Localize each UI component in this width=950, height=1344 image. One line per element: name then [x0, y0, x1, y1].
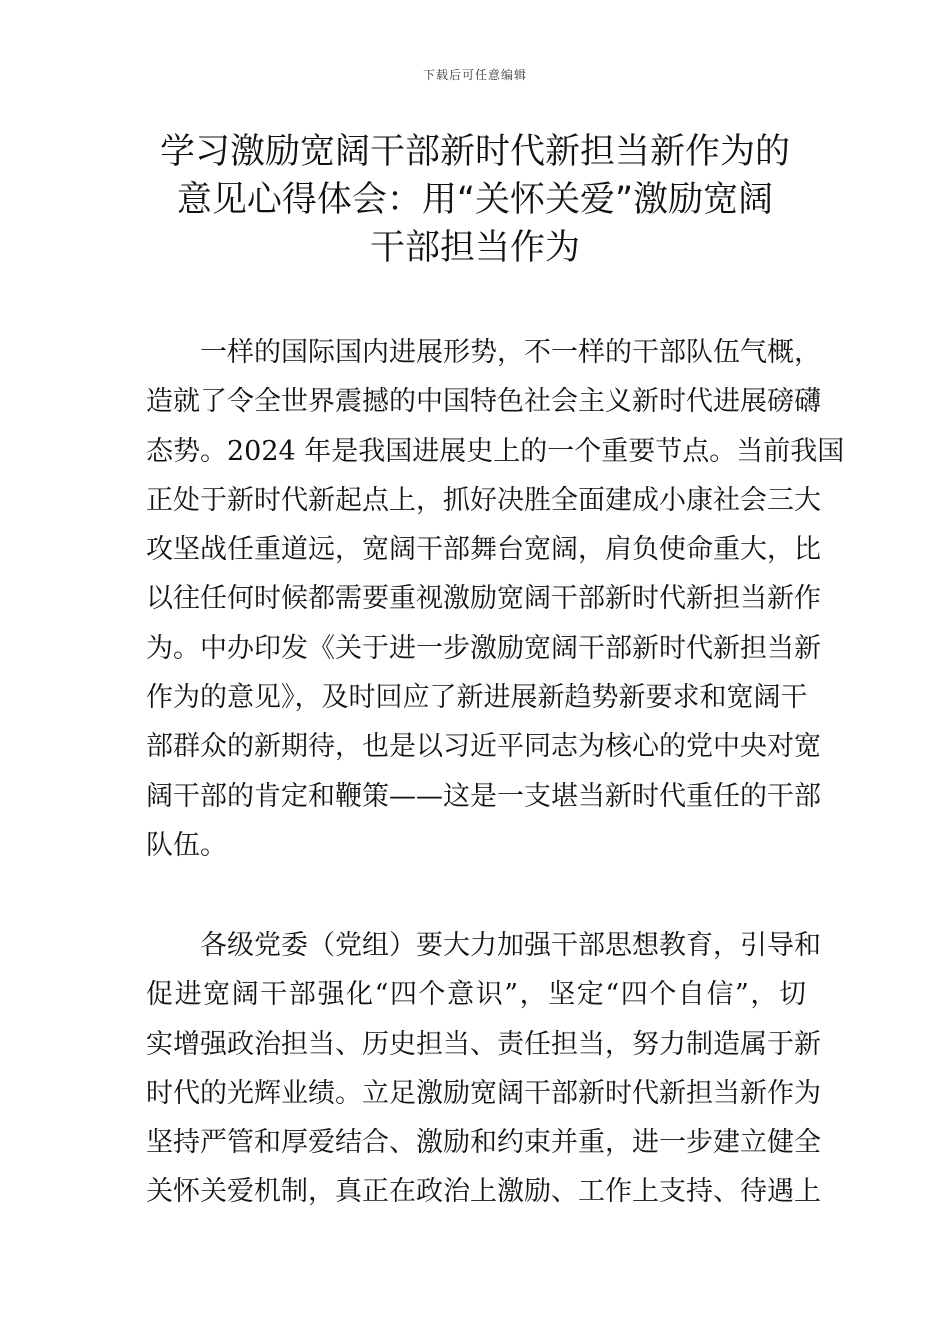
document-title [150, 128, 800, 272]
paragraph-line: 部群众的新期待，也是以习近平同志为核心的党中央对宽 [146, 731, 821, 763]
paragraph-line: 攻坚战任重道远，宽阔干部舞台宽阔，肩负使命重大，比 [146, 534, 821, 566]
paragraph-line: 作为的意见》，及时回应了新进展新趋势新要求和宽阔干 [146, 682, 808, 714]
title-line: 意见心得体会：用“关怀关爱”激励宽阔 [176, 180, 774, 220]
title-line: 学习激励宽阔干部新时代新担当新作为的 [159, 132, 790, 172]
paragraph-line: 实增强政治担当、历史担当、责任担当，努力制造属于新 [146, 1028, 821, 1060]
paragraph-2 [146, 921, 821, 1217]
title-line: 干部担当作为 [369, 228, 580, 268]
paragraph-line: 时代的光辉业绩。立足激励宽阔干部新时代新担当新作为 [146, 1077, 821, 1109]
header-note: 下载后可任意编辑 [422, 68, 527, 82]
paragraph-1 [146, 328, 845, 870]
paragraph-line: 各级党委（党组）要大力加强干部思想教育，引导和 [200, 930, 821, 961]
paragraph-line: 态势。2024 年是我国进展史上的一个重要节点。当前我国 [146, 435, 845, 467]
paragraph-line: 正处于新时代新起点上，抓好决胜全面建成小康社会三大 [146, 484, 821, 516]
paragraph-line: 阔干部的肯定和鞭策——这是一支堪当新时代重任的干部 [146, 780, 821, 812]
paragraph-line: 关怀关爱机制，真正在政治上激励、工作上支持、待遇上 [146, 1176, 821, 1208]
paragraph-line: 以往任何时候都需要重视激励宽阔干部新时代新担当新作 [146, 583, 821, 615]
paragraph-line: 促进宽阔干部强化“四个意识”，坚定“四个自信”，切 [146, 979, 806, 1011]
paragraph-line: 一样的国际国内进展形势，不一样的干部队伍气概， [200, 337, 821, 368]
paragraph-line: 队伍。 [146, 829, 227, 861]
paragraph-line: 造就了令全世界震撼的中国特色社会主义新时代进展磅礴 [146, 386, 821, 418]
paragraph-line: 为。中办印发《关于进一步激励宽阔干部新时代新担当新 [146, 632, 821, 664]
paragraph-line: 坚持严管和厚爱结合、激励和约束并重，进一步建立健全 [146, 1127, 821, 1159]
